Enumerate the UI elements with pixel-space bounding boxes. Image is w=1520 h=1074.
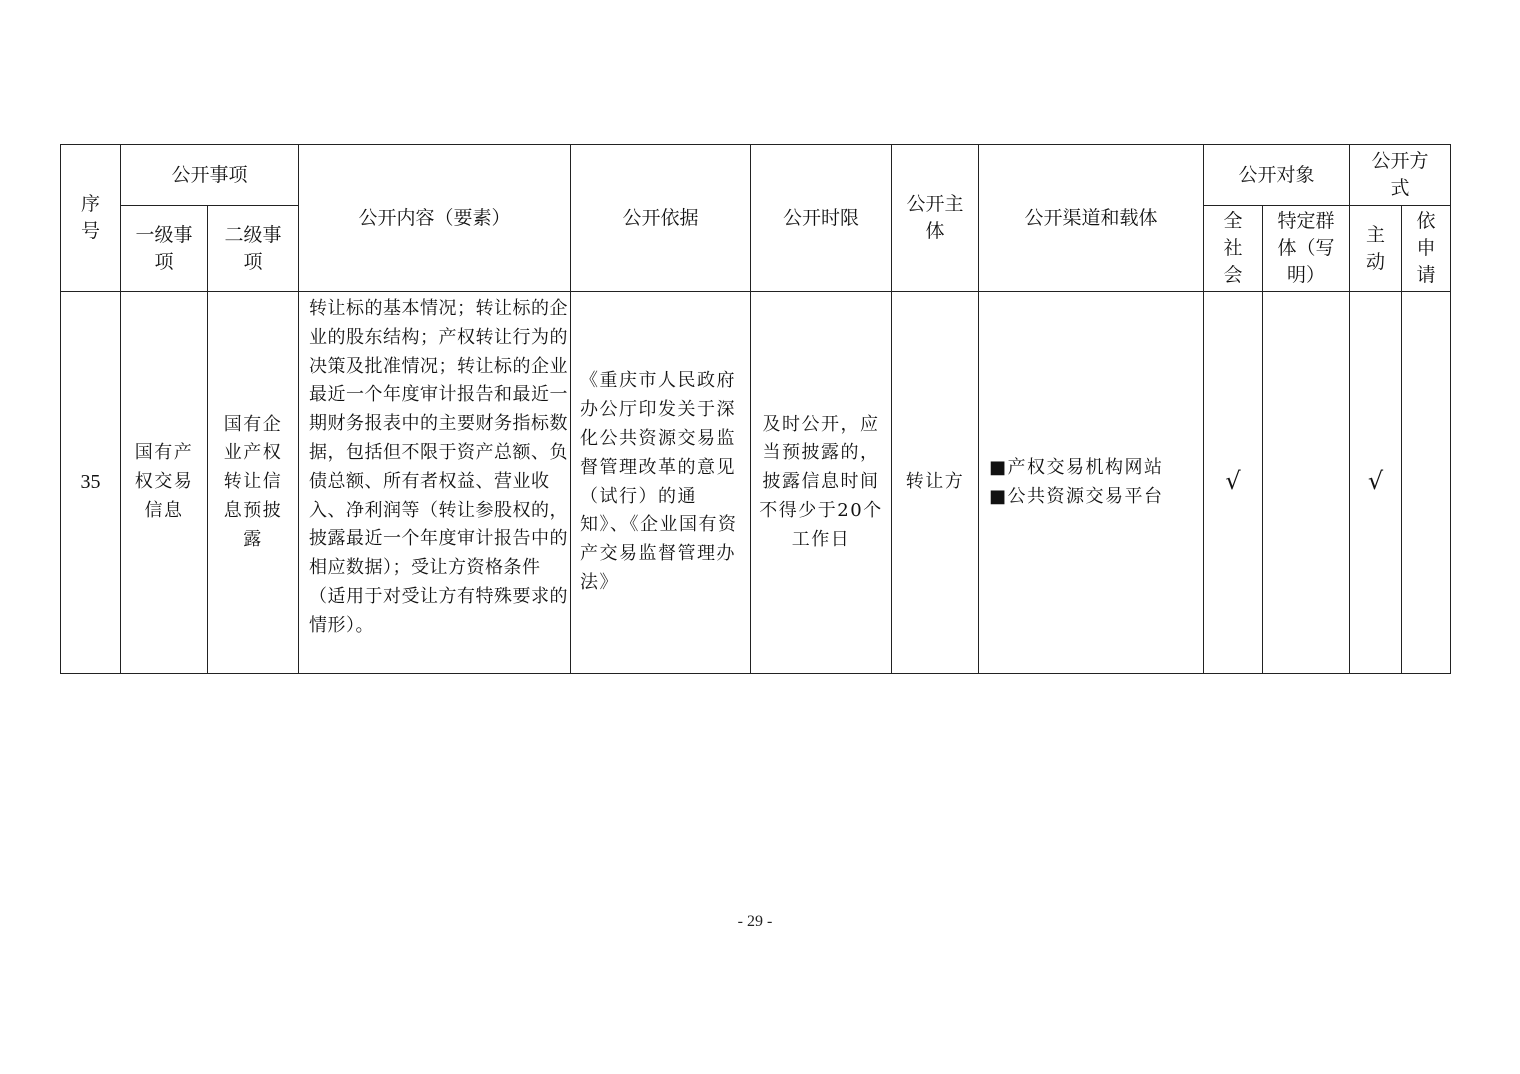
row-time-limit: 及时公开，应当预披露的，披露信息时间不得少于20个工作日 <box>751 292 892 674</box>
page-number: - 29 - <box>737 913 773 930</box>
header-method-request: 依 申 请 <box>1402 206 1451 292</box>
row-level2: 国有企 业产权 转让信 息预披 露 <box>208 292 299 674</box>
header-basis: 公开依据 <box>571 145 751 292</box>
header-audience: 公开对象 <box>1204 145 1350 206</box>
header-row-1 <box>61 145 1451 206</box>
header-channel: 公开渠道和载体 <box>979 145 1204 292</box>
table-row <box>61 292 1451 674</box>
header-item-level2: 二级事 项 <box>208 206 299 292</box>
header-audience-public: 全 社 会 <box>1204 206 1263 292</box>
header-method-active: 主 动 <box>1350 206 1402 292</box>
disclosure-table <box>60 144 1451 674</box>
header-content: 公开内容（要素） <box>299 145 571 292</box>
row-serial: 35 <box>61 292 121 674</box>
row-method-active <box>1350 292 1402 674</box>
row-audience-public <box>1204 292 1263 674</box>
header-subject: 公开主 体 <box>892 145 979 292</box>
check-mark-icon: √ <box>1367 467 1384 495</box>
row-content: 转让标的基本情况；转让标的企业的股东结构；产权转让行为的决策及批准情况；转让标的企业最近一个年度审计报告和最近一期财务报表中的主要财务指标数据，包括但不限于资产总额、负债总额、所有者权益、营业收入、净利润等（转让参股权的，披露最近一个年度审计报告中的相应数据）；受让方资格条件（适用于对受让方有特殊要求的情形）。 <box>299 292 571 674</box>
row-subject: 转让方 <box>892 292 979 674</box>
row-channel: ■产权交易机构网站 ■公共资源交易平台 <box>979 292 1204 674</box>
row-level1: 国有产 权交易 信息 <box>121 292 208 674</box>
header-time-limit: 公开时限 <box>751 145 892 292</box>
header-item-level1: 一级事 项 <box>121 206 208 292</box>
row-basis: 《重庆市人民政府办公厅印发关于深化公共资源交易监督管理改革的意见（试行）的通知》、《企业国有资产交易监督管理办法》 <box>571 292 751 674</box>
header-method: 公开方 式 <box>1350 145 1451 206</box>
row-method-request <box>1402 292 1451 674</box>
row-audience-specific <box>1263 292 1350 674</box>
header-serial: 序 号 <box>61 145 121 292</box>
header-item: 公开事项 <box>121 145 299 206</box>
check-mark-icon: √ <box>1225 467 1241 495</box>
header-audience-specific: 特定群 体（写 明） <box>1263 206 1350 292</box>
